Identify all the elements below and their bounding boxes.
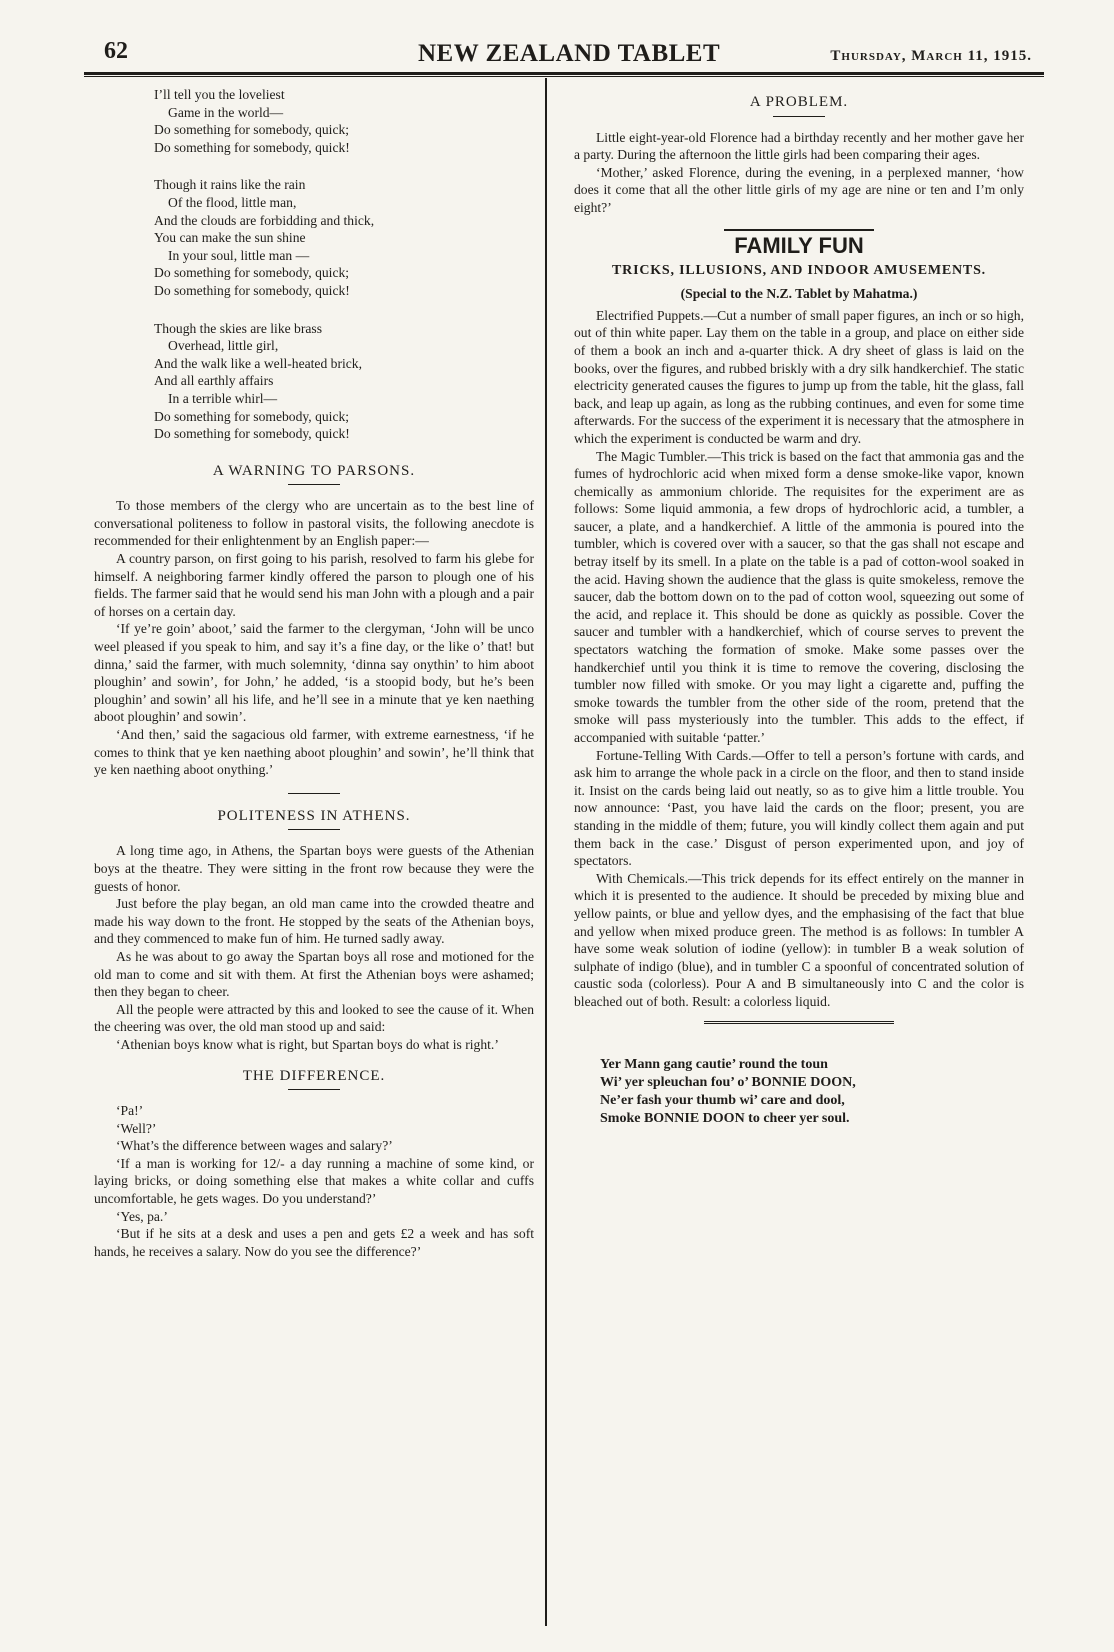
- poem-stanza-1: [154, 86, 534, 156]
- poem-line: In your soul, little man —: [168, 247, 310, 263]
- section-rule: [288, 1089, 340, 1090]
- article-paragraph: A long time ago, in Athens, the Spartan boys were guests of the Athenian boys at the theatre. They were sitting in the front row because they were the guests of honor.: [94, 843, 534, 894]
- article-paragraph: A country parson, on first going to his parish, resolved to farm his glebe for himself. A neighboring farmer kindly offered the parson to plough one of his fields. The farmer said that he would send his man John with a plough and a pair of horses on a certain day.: [94, 551, 534, 619]
- article-paragraph: ‘Well?’: [116, 1120, 157, 1136]
- article-paragraph: Fortune-Telling With Cards.—Offer to tell a person’s fortune with cards, and ask him to arrange the whole pack in a circle on the floor, and then to stand inside it. Insist on the cards being laid out neatly, so as to give him a little trouble. You now announce: ‘Past, you have laid the cards on the floor; present, you are standing in the middle of them; future, you will kindly collect them again and put them back in the case.’ Disgust of person experimented upon, and joy of spectators.: [574, 747, 1024, 869]
- article-paragraph: Little eight-year-old Florence had a birthday recently and her mother gave her a party. During the afternoon the little girls had been comparing their ages.: [574, 129, 1024, 163]
- poem-line: Game in the world—: [168, 104, 284, 120]
- column-divider: [545, 78, 547, 1626]
- article-paragraph: ‘If a man is working for 12/- a day running a machine of some kind, or laying bricks, or doing something else that makes a white collar and cuffs uncomfortable, he gets wages. Do you understand?’: [94, 1155, 534, 1207]
- article-paragraph: Electrified Puppets.—Cut a number of small paper figures, an inch or so high, out of thin white paper. Lay them on the table in a group, and place on either side of them a book an inch and a-quarter thick. A dry sheet of glass is laid on the books, over the figures, and rubbed briskly with a dry silk handkerchief. The static electricity generated causes the figures to jump up from the table, hit the glass, fall back, and leap up again, as long as the rubbing continues, and even for some time afterwards. For the success of the experiment it is necessary that the atmosphere in which the experiment is conducted be warm and dry.: [574, 307, 1024, 446]
- poem-line: I’ll tell you the loveliest: [154, 87, 285, 102]
- section-rule: [288, 484, 340, 485]
- left-column: [94, 86, 534, 1260]
- poem-line: In a terrible whirl—: [168, 390, 278, 406]
- section-rule: [773, 116, 825, 117]
- masthead: [84, 38, 1044, 75]
- article-paragraph: As he was about to go away the Spartan boys all rose and motioned for the old man to come and sit with them. At first the Athenian boys were ashamed; then they began to cheer.: [94, 948, 534, 1000]
- advert-line: Ne’er fash your thumb wi’ care and dool,: [600, 1092, 845, 1108]
- article-paragraph: ‘What’s the difference between wages and salary?’: [116, 1138, 393, 1154]
- bonnie-doon-advert: [600, 1056, 1024, 1128]
- poem-line: Do something for somebody, quick!: [154, 282, 350, 298]
- advert-line: Yer Mann gang cautie’ round the toun: [600, 1056, 828, 1072]
- poem-line: Though the skies are like brass: [154, 320, 322, 336]
- masthead-rule: [84, 76, 1044, 77]
- poem-line: And the clouds are forbidding and thick,: [154, 212, 375, 228]
- poem-line: Do something for somebody, quick;: [154, 265, 350, 281]
- warning-heading: A WARNING TO PARSONS.: [212, 462, 416, 479]
- section-rule-heavy: [724, 229, 874, 231]
- poem-line: Though it rains like the rain: [154, 177, 306, 193]
- poem-line: You can make the sun shine: [154, 230, 306, 246]
- article-paragraph: ‘Pa!’: [116, 1103, 144, 1119]
- section-rule: [288, 829, 340, 830]
- end-rule: [704, 1021, 894, 1026]
- article-paragraph: ‘Athenian boys know what is right, but Spartan boys do what is right.’: [116, 1036, 499, 1052]
- byline: (Special to the N.Z. Tablet by Mahatma.): [680, 286, 918, 302]
- poem-line: Do something for somebody, quick!: [154, 139, 350, 155]
- family-fun-heading: FAMILY FUN: [734, 232, 864, 258]
- section-rule: [288, 793, 340, 794]
- poem-line: Do something for somebody, quick!: [154, 426, 350, 442]
- poem-line: Do something for somebody, quick;: [154, 122, 350, 138]
- athens-heading: POLITENESS IN ATHENS.: [217, 807, 411, 824]
- family-fun-subheading: TRICKS, ILLUSIONS, AND INDOOR AMUSEMENTS.: [612, 263, 986, 279]
- difference-heading: THE DIFFERENCE.: [242, 1067, 386, 1084]
- article-paragraph: ‘And then,’ said the sagacious old farmer, with extreme earnestness, ‘if he comes to think that ye ken naething aboot ploughin’ and sowin’, he’ll think that ye ken naething aboot onything.’: [94, 727, 534, 778]
- poem-line: Of the flood, little man,: [168, 194, 297, 210]
- poem-stanza-3: [154, 320, 534, 443]
- poem-stanza-2: [154, 176, 534, 299]
- poem-line: And the walk like a well-heated brick,: [154, 355, 362, 371]
- newspaper-title: NEW ZEALAND TABLET: [418, 40, 721, 67]
- problem-heading: A PROBLEM.: [749, 94, 849, 110]
- poem-line: Do something for somebody, quick;: [154, 408, 350, 424]
- right-column: [574, 86, 1024, 1128]
- article-paragraph: ‘If ye’re goin’ aboot,’ said the farmer to the clergyman, ‘John will be unco weel pleased if you speak to him, and say it’s a fine day, or the like o’ that! but dinna,’ said the farmer, with much solemnity, ‘dinna say onythin’ to him aboot ploughin’ and sowin’, for John,’ he added, ‘is a stoopid body, but he’s been ploughin’ and sowin’ all his life, and he’ll see in a minute that ye ken naething aboot ploughin’ and sowin’.: [94, 621, 534, 725]
- article-paragraph: ‘Mother,’ asked Florence, during the evening, in a perplexed manner, ‘how does it come that all the other little girls of my age are nine or ten and I’m only eight?’: [574, 164, 1024, 215]
- article-paragraph: Just before the play began, an old man came into the crowded theatre and made his way down to the front. He stopped by the seats of the Athenian boys, and they commenced to make fun of him. He turned sadly away.: [94, 896, 534, 947]
- article-paragraph: ‘But if he sits at a desk and uses a pen and gets £2 a week and has soft hands, he receives a salary. Now do you see the difference?’: [94, 1226, 534, 1259]
- article-paragraph: The Magic Tumbler.—This trick is based on the fact that ammonia gas and the fumes of hydrochloric acid when mixed form a dense smoke-like vapor, known chemically as ammonium chloride. The requisites for the experiment are as follows: Some liquid ammonia, a few drops of hydrochloric acid, a tumbler, a saucer, a plate, and a handkerchief. A little of the ammonia is poured into the tumbler, which is covered over with a saucer, so that the gas shall not escape and betray itself by its smell. In a plate on the table is a pad of cotton-wool soaked in the acid. Having shown the audience that the glass is quite smokeless, remove the saucer, dab the bottom down on to the pad of cotton wool, squeezing out some of the acid, and replace it. This should be done as quickly as possible. Cover the saucer and tumbler with a handkerchief, which of course serves to prevent the spectators watching the formation of smoke. Make some passes over the handkerchief until you think it is time to remove the covering, disclosing the tumbler now filled with smoke. Or you may light a cigarette and, puffing the smoke towards the tumbler from the other side of the room, pretend that the smoke will pass mysteriously into the tumbler. This adds to the effect, if accompanied with suitable ‘patter.’: [574, 448, 1024, 745]
- article-paragraph: All the people were attracted by this and looked to see the cause of it. When the cheering was over, the old man stood up and said:: [94, 1001, 534, 1035]
- page-number: 62: [104, 38, 128, 64]
- article-paragraph: To those members of the clergy who are uncertain as to the best line of conversational politeness to follow in pastoral visits, the following anecdote is recommended for their enlightenment by an English paper:—: [94, 498, 534, 549]
- advert-line: Wi’ yer spleuchan fou’ o’ BONNIE DOON,: [600, 1074, 856, 1090]
- article-paragraph: ‘Yes, pa.’: [116, 1208, 168, 1224]
- poem-line: And all earthly affairs: [154, 373, 274, 389]
- poem-line: Overhead, little girl,: [168, 338, 279, 354]
- issue-date: Thursday, March 11, 1915.: [830, 48, 1032, 64]
- advert-line: Smoke BONNIE DOON to cheer yer soul.: [600, 1110, 850, 1126]
- article-paragraph: With Chemicals.—This trick depends for its effect entirely on the manner in which it is presented to the audience. It should be preceded by mixing blue and yellow paints, or blue and yellow dyes, and the emphasising of the fact that blue and yellow when mixed produce green. The method is as follows: In tumbler A have some weak solution of iodine (yellow): in tumbler B a weak solution of sulphate of indigo (blue), and in tumbler C a spoonful of concentrated solution of caustic soda (colorless). Pour A and B simultaneously into C and the color is bleached out of both. Result: a colorless liquid.: [574, 870, 1024, 1009]
